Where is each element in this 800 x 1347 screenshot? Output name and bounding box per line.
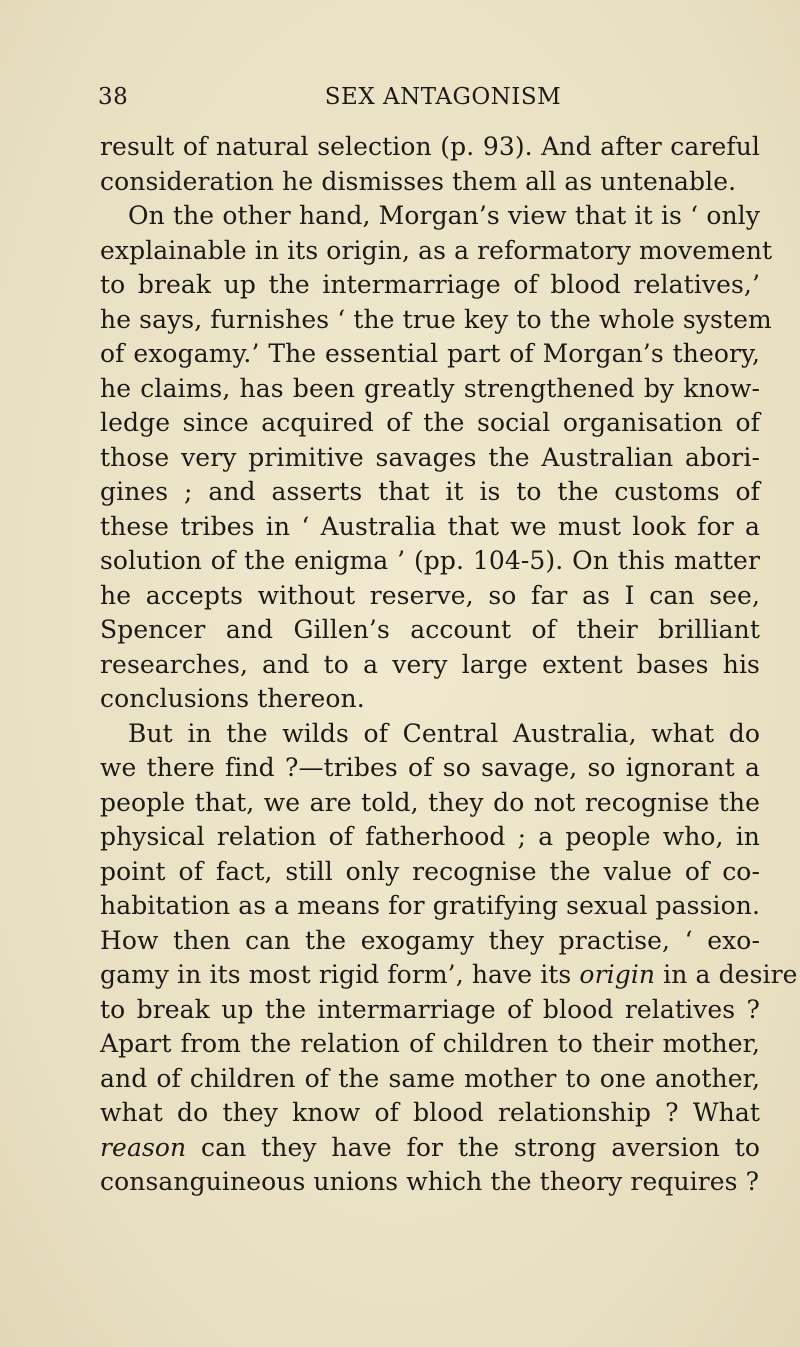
text-line: of exogamy.’ The essential part of Morgan’s theory, — [100, 339, 760, 368]
text-line: he says, furnishes ‘ the true key to the whole system — [100, 304, 772, 334]
text-line: Apart from the relation of children to their mother, — [100, 1029, 760, 1058]
text-line: he accepts without reserve, so far as I can see, — [100, 580, 760, 610]
text-line: point of fact, still only recognise the value of co- — [100, 856, 760, 886]
text-line: conclusions thereon. — [100, 684, 365, 713]
text-line-with-italic — [100, 1131, 760, 1166]
text-line: But in the wilds of Central Australia, what do — [128, 718, 760, 748]
text-segment: gamy in its most rigid form’, have its — [100, 960, 580, 989]
text-line: researches, and to a very large extent bases his — [100, 649, 760, 679]
text-line: Spencer and Gillen’s account of their brilliant — [100, 615, 760, 644]
text-line: we there find ?—tribes of so savage, so ignorant a — [100, 753, 760, 782]
text-line: How then can the exogamy they practise, ‘ exo- — [100, 925, 760, 955]
text-line: explainable in its origin, as a reformatory movement — [100, 235, 773, 265]
text-line: those very primitive savages the Australian abori- — [100, 442, 760, 472]
italic-word: origin — [579, 960, 656, 989]
text-line: On the other hand, Morgan’s view that it is ‘ only — [128, 201, 760, 230]
text-line: habitation as a means for gratifying sexual passion. — [100, 891, 760, 920]
text-line: result of natural selection (p. 93). And after careful — [100, 132, 760, 161]
page-header — [98, 84, 758, 114]
body-text — [100, 130, 798, 1200]
text-line: he claims, has been greatly strengthened by know- — [100, 373, 760, 403]
text-line: to break up the intermarriage of blood relatives ? — [100, 994, 760, 1024]
text-line: what do they know of blood relationship ? What — [100, 1098, 760, 1127]
text-line-with-italic — [100, 958, 798, 993]
text-segment: in a desire — [655, 960, 798, 989]
text-line: gines ; and asserts that it is to the customs of — [100, 477, 760, 506]
running-head: SEX ANTAGONISM — [324, 84, 562, 110]
italic-word: reason — [100, 1132, 187, 1162]
text-line: to break up the intermarriage of blood relatives,’ — [100, 270, 760, 299]
text-line: physical relation of fatherhood ; a people who, in — [100, 822, 760, 851]
text-line: solution of the enigma ’ (pp. 104-5). On this matter — [100, 546, 760, 575]
text-line: and of children of the same mother to one another, — [100, 1063, 760, 1093]
text-line: ledge since acquired of the social organisation of — [100, 408, 760, 437]
page-number: 38 — [98, 84, 129, 110]
text-line: people that, we are told, they do not recognise the — [100, 787, 760, 817]
text-line: these tribes in ‘ Australia that we must look for a — [100, 511, 760, 541]
text-segment: can they have for the strong aversion to — [186, 1132, 760, 1162]
text-line: consideration he dismisses them all as untenable. — [100, 166, 737, 196]
text-line: consanguineous unions which the theory requires ? — [100, 1167, 760, 1196]
